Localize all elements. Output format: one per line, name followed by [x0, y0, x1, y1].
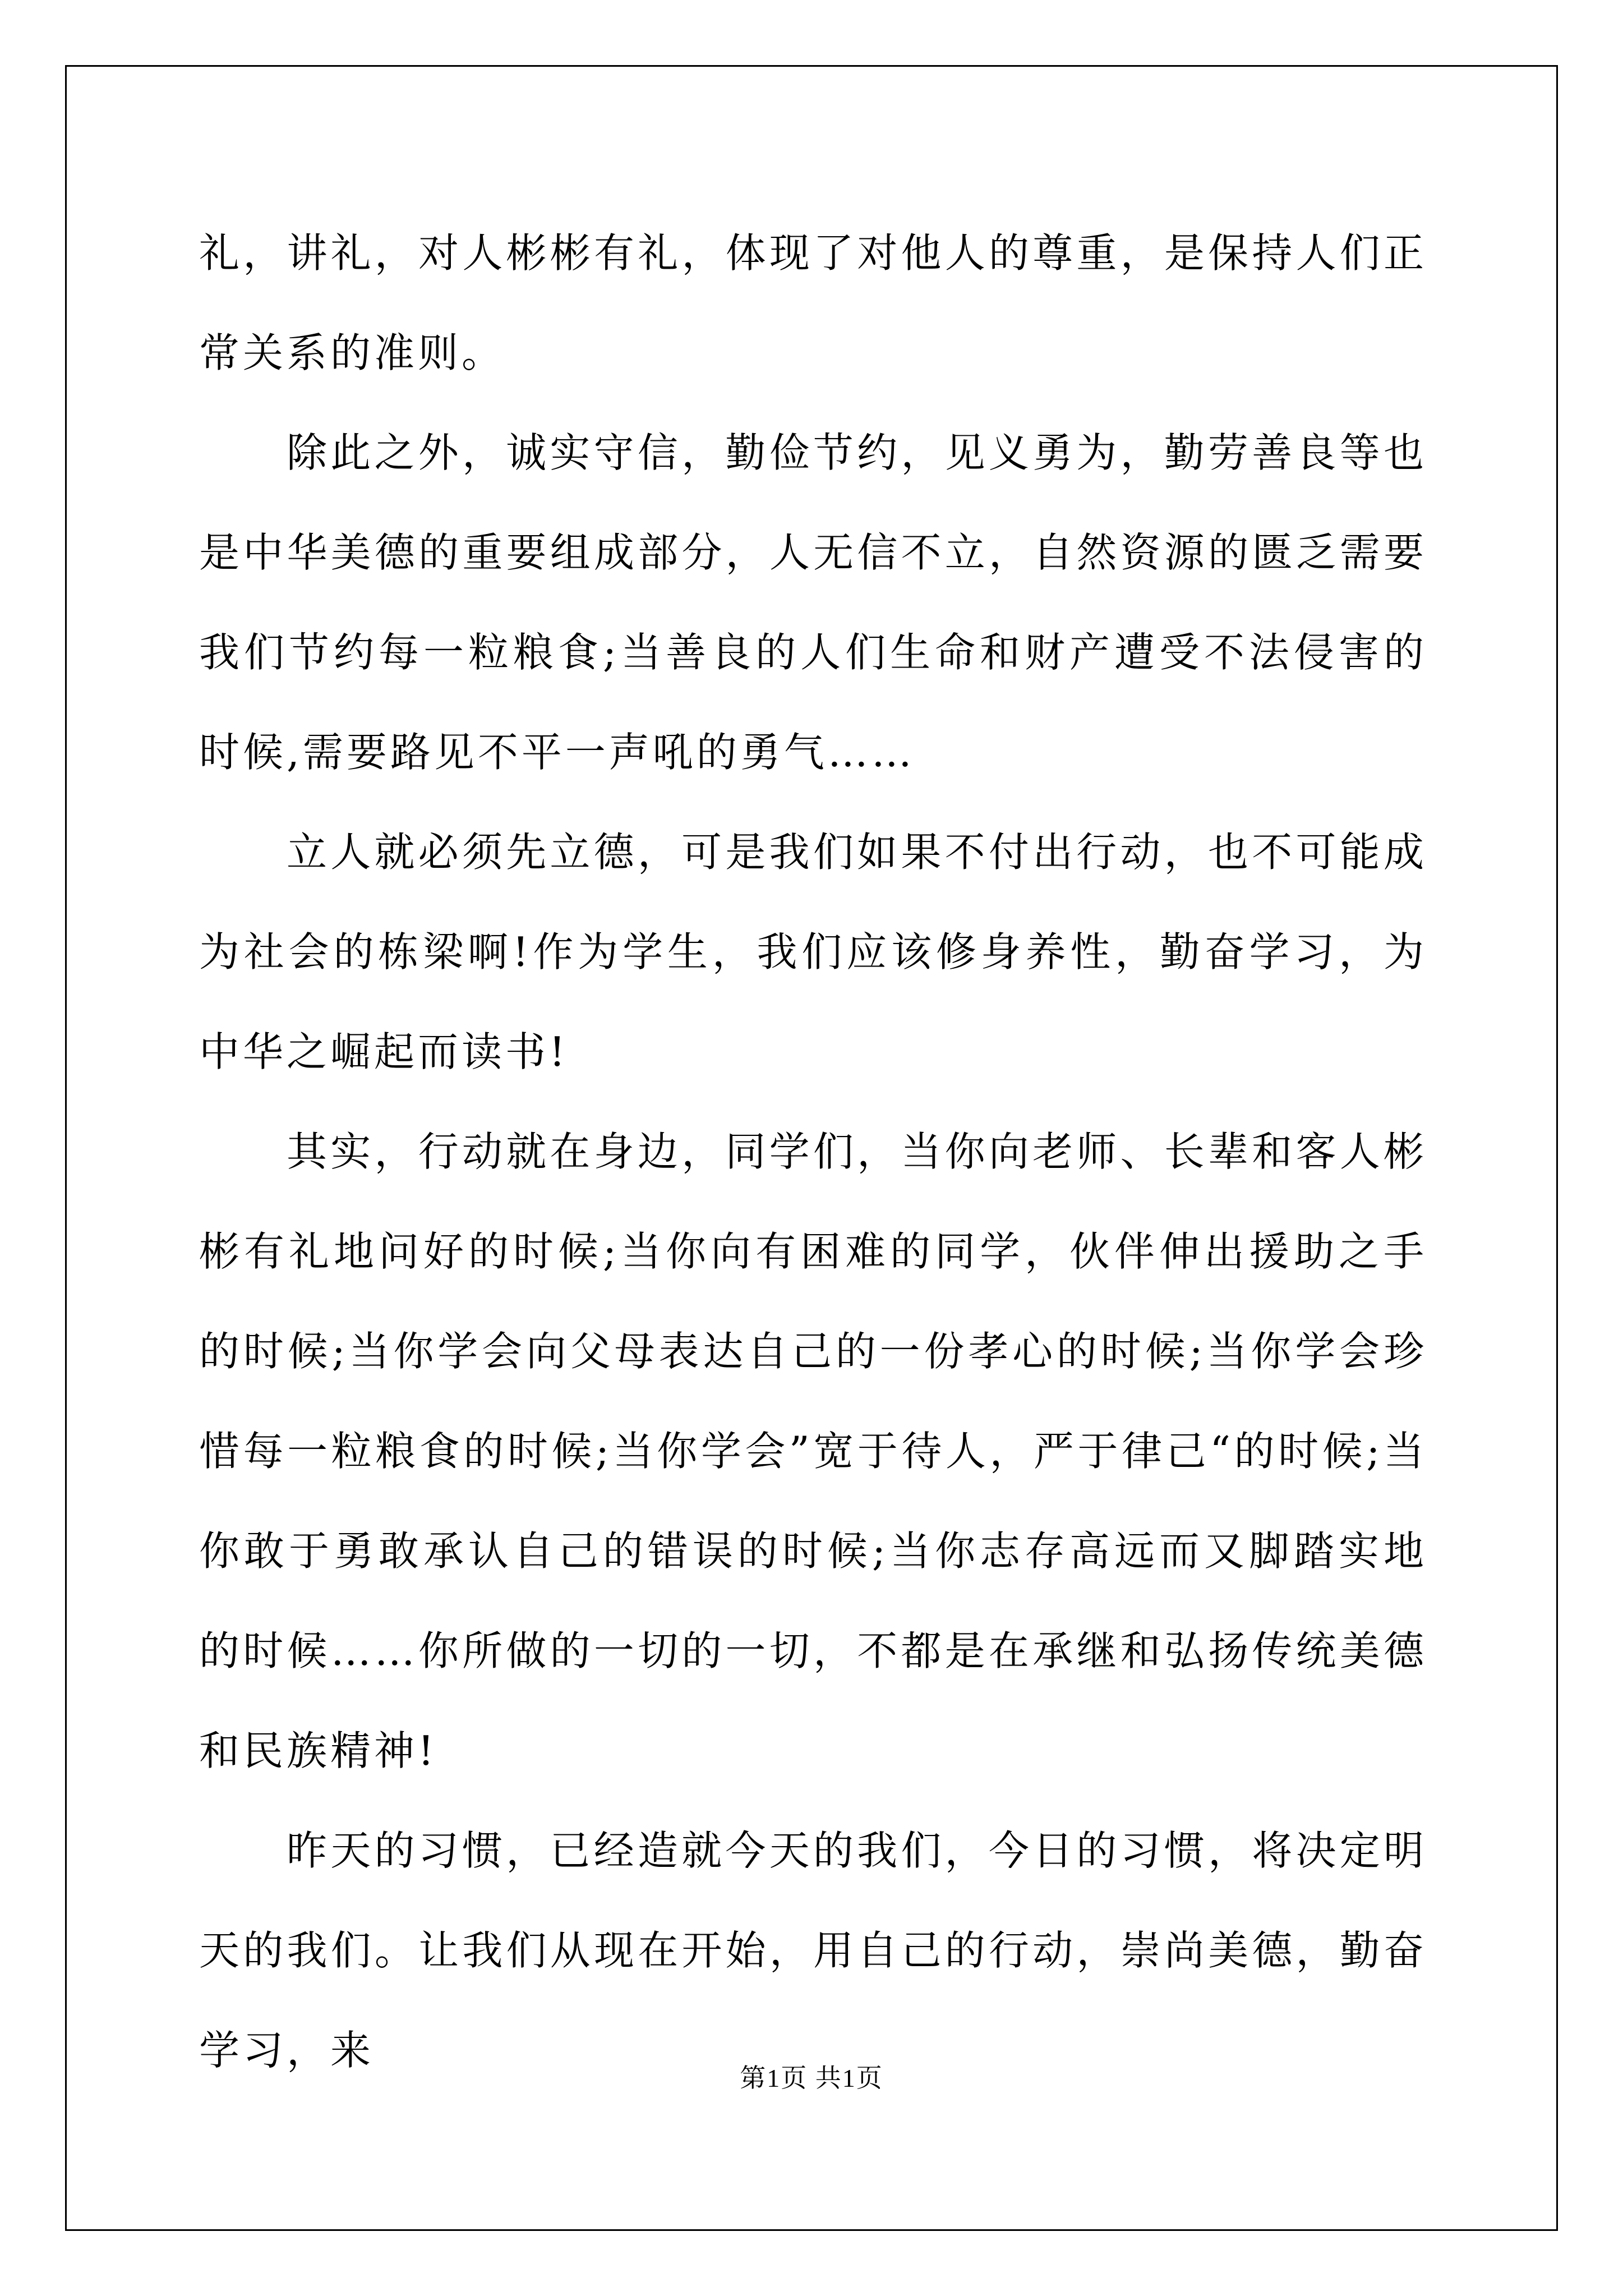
paragraph-4: 其实，行动就在身边，同学们，当你向老师、长辈和客人彬彬有礼地问好的时候;当你向有困难的同学，伙伴伸出援助之手的时候;当你学会向父母表达自己的一份孝心的时候;当你学会珍惜每一粒粮食的时候;当你学会”宽于待人，严于律己“的时候;当你敢于勇敢承认自己的错误的时候;当你志存高远而又脚踏实地的时候……你所做的一切的一切，不都是在承继和弘扬传统美德和民族精神! [199, 1128, 1427, 1774]
paragraph-5: 昨天的习惯，已经造就今天的我们，今日的习惯，将决定明天的我们。让我们从现在开始，用自己的行动，崇尚美德，勤奋学习，来 [199, 1827, 1427, 2074]
paragraph-1: 礼，讲礼，对人彬彬有礼，体现了对他人的尊重，是保持人们正常关系的准则。 [199, 229, 1427, 376]
page-number-footer: 第1页 共1页 [740, 2064, 883, 2092]
paragraph-3: 立人就必须先立德，可是我们如果不付出行动，也不可能成为社会的栋梁啊!作为学生，我们应该修身养性，勤奋学习，为中华之崛起而读书! [199, 829, 1427, 1075]
paragraph-2: 除此之外，诚实守信，勤俭节约，见义勇为，勤劳善良等也是中华美德的重要组成部分，人无信不立，自然资源的匮乏需要我们节约每一粒粮食;当善良的人们生命和财产遭受不法侵害的时候,需要路见不平一声吼的勇气…… [199, 429, 1427, 776]
document-body [199, 203, 1427, 2100]
